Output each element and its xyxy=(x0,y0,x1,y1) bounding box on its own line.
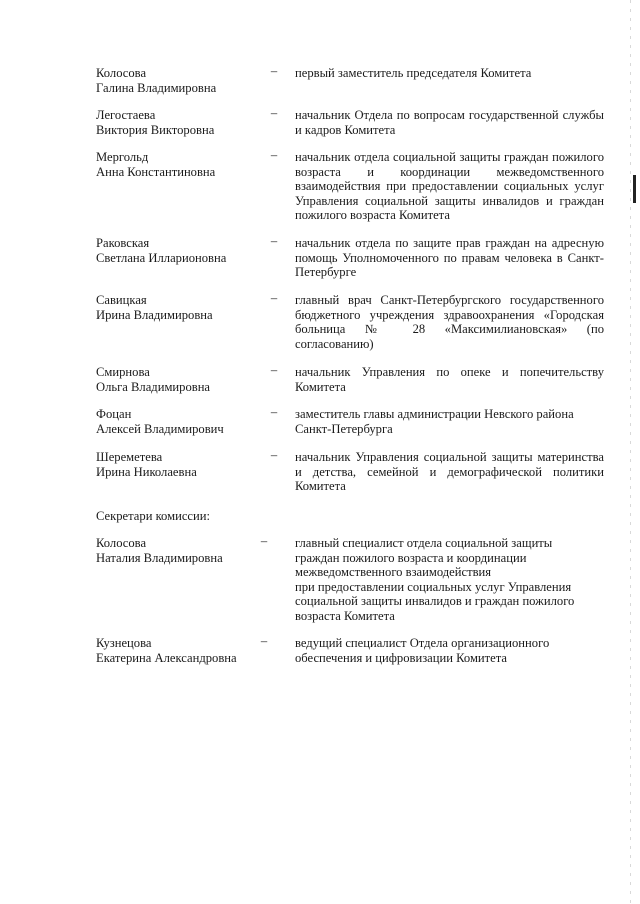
scan-edge-line xyxy=(630,0,631,904)
member-given-names: Алексей Владимирович xyxy=(96,421,224,436)
member-given-names: Виктория Викторовна xyxy=(96,122,215,137)
dash-separator: – xyxy=(270,291,278,305)
secretary-role-line: обеспечения и цифровизации Комитета xyxy=(295,650,508,665)
secretary-surname: Кузнецова xyxy=(96,636,152,650)
secretary-given-names: Наталия Владимировна xyxy=(96,550,223,565)
member-surname: Мергольд xyxy=(96,150,149,164)
member-surname: Шереметева xyxy=(96,450,163,464)
secretary-role-line: возраста Комитета xyxy=(295,608,395,623)
secretary-role xyxy=(295,536,595,624)
secretary-role-line: главный специалист отдела социальной защиты xyxy=(295,536,553,550)
member-surname: Раковская xyxy=(96,236,150,250)
dash-separator: – xyxy=(270,148,278,162)
member-name xyxy=(96,236,261,265)
member-given-names: Анна Константиновна xyxy=(96,164,216,179)
member-surname: Смирнова xyxy=(96,365,150,379)
secretaries-heading: Секретари комиссии: xyxy=(96,509,210,523)
member-given-names: Ольга Владимировна xyxy=(96,379,211,394)
secretary-role-line: граждан пожилого возраста и координации xyxy=(295,550,527,565)
scan-edge-mark xyxy=(633,175,636,203)
dash-separator: – xyxy=(270,106,278,120)
member-surname: Фоцан xyxy=(96,407,132,421)
member-name xyxy=(96,108,261,137)
member-surname: Колосова xyxy=(96,66,147,80)
member-role: первый заместитель председателя Комитета xyxy=(295,66,532,80)
member-name xyxy=(96,407,261,436)
member-role: начальник Управления по опеке и попечительству Комитета xyxy=(295,365,604,394)
member-name xyxy=(96,450,261,479)
member-surname: Легостаева xyxy=(96,108,156,122)
secretary-role-line: при предоставлении социальных услуг Управления xyxy=(295,579,572,594)
member-given-names: Галина Владимировна xyxy=(96,80,217,95)
secretary-role-line: ведущий специалист Отдела организационного xyxy=(295,636,550,650)
member-given-names: Светлана Илларионовна xyxy=(96,250,227,265)
member-role: заместитель главы администрации Невского района Санкт-Петербурга xyxy=(295,407,574,436)
secretary-given-names: Екатерина Александровна xyxy=(96,650,237,665)
member-given-names: Ирина Владимировна xyxy=(96,307,213,322)
secretary-role xyxy=(295,636,595,665)
dash-separator: – xyxy=(260,534,268,548)
secretary-surname: Колосова xyxy=(96,536,147,550)
member-name xyxy=(96,365,261,394)
member-role: начальник отдела социальной защиты граждан пожилого возраста и координации межведомственного взаимодействия при предоставлении социальных услуг Управления социальной защиты инвалидов и граждан пожилого возраста Комитета xyxy=(295,150,604,223)
member-name xyxy=(96,66,261,95)
member-surname: Савицкая xyxy=(96,293,147,307)
dash-separator: – xyxy=(270,64,278,78)
member-role: главный врач Санкт-Петербургского государственного бюджетного учреждения здравоохранения «Городская больница № 28 «Максимилиановская» (по согласованию) xyxy=(295,293,604,351)
dash-separator: – xyxy=(270,234,278,248)
member-role: начальник Отдела по вопросам государственной службы и кадров Комитета xyxy=(295,108,604,137)
secretary-role-line: межведомственного взаимодействия xyxy=(295,565,492,580)
secretary-name xyxy=(96,636,261,665)
dash-separator: – xyxy=(260,634,268,648)
member-given-names: Ирина Николаевна xyxy=(96,464,197,479)
member-role: начальник отдела по защите прав граждан на адресную помощь Уполномоченного по правам человека в Санкт-Петербурге xyxy=(295,236,604,280)
secretary-name xyxy=(96,536,261,565)
member-name xyxy=(96,293,261,322)
secretary-role-line: социальной защиты инвалидов и граждан пожилого xyxy=(295,594,575,609)
member-role: начальник Управления социальной защиты материнства и детства, семейной и демографической политики Комитета xyxy=(295,450,604,494)
dash-separator: – xyxy=(270,363,278,377)
dash-separator: – xyxy=(270,448,278,462)
dash-separator: – xyxy=(270,405,278,419)
member-name xyxy=(96,150,261,179)
